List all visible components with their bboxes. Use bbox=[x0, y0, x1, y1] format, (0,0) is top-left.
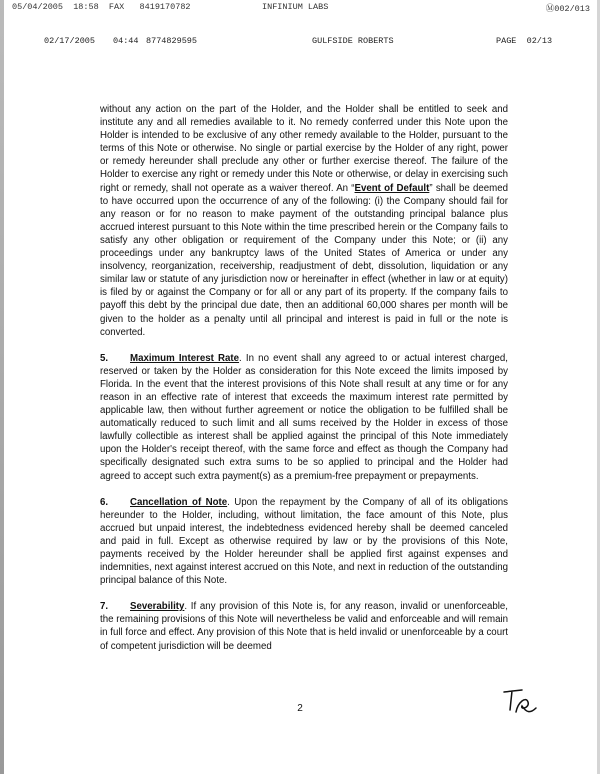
handwritten-initials bbox=[500, 684, 540, 720]
fax-transmission-header bbox=[0, 0, 600, 14]
fax-page-counter: Ⓜ002/013 bbox=[545, 4, 590, 14]
intro-paragraph bbox=[100, 103, 508, 339]
section-number: 7. bbox=[100, 601, 109, 613]
section-number: 5. bbox=[100, 352, 109, 364]
sub-header-sender: GULFSIDE ROBERTS bbox=[312, 36, 394, 46]
section-text: . Upon the repayment by the Company of all of its obligations hereunder to the Holder, including, without limitation, the face amount of this Note, plus accrued but unpaid interest, the indebtedness evidenced hereby shall be deemed canceled and paid in full. Except as otherwise required by law or by the provisions of this Note, payments received by the Holder hereunder shall be applied first against expenses and indemnities, next against interest accrued on this Note, and next in reduction of the outstanding principal balance of this Note. bbox=[100, 496, 508, 587]
intro-text-before: without any action on the part of the Holder, and the Holder shall be entitled to seek and institute any and all remedies available to it. No remedy conferred under this Note upon the Holder is intended to be exclusive of any other remedy available to the Holder, pursuant to the terms of this Note or otherwise. No single or partial exercise by the Holder of any right, power or remedy hereunder shall preclude any other or further exercise thereof. The failure of the Holder to exercise any right or remedy under this Note or otherwise, or delay in exercising such right or remedy, shall not operate as a waiver thereof. An “ bbox=[100, 104, 508, 194]
scan-left-edge bbox=[0, 0, 4, 774]
section-text: . If any provision of this Note is, for any reason, invalid or unenforceable, the remaining provisions of this Note will nevertheless be valid and enforceable and will remain in full force and effect. Any provision of this Note that is held invalid or unenforceable by a court of competent jurisdiction will be deemed bbox=[100, 601, 508, 652]
event-of-default-term: Event of Default bbox=[354, 182, 430, 194]
intro-text-after: ” shall be deemed to have occurred upon the occurrence of any of the following: (i) the Company should fail for any reason or for no reason to make payment of the outstanding principal balance plus accrued interest pursuant to this Note within the time prescribed herein or the Company fails to satisfy any other obligation or requirement of the Company under this Note; or (ii) any proceedings under any bankruptcy laws of the United States of America or under any insolvency, reorganization, receivership, readjustment of debt, dissolution, liquidation or any similar law or statute of any jurisdiction now or hereinafter in effect (whether in law or at equity) is filed by or against the Company or for all or any part of its property. If the company fails to payoff this debt by the principal due date, then an additional 60,000 shares per month will be given to the holder as a penalty until all principal and interest is paid in full or the note is converted. bbox=[100, 182, 508, 338]
section-5-paragraph bbox=[100, 352, 508, 483]
sub-header-time: 04:44 bbox=[113, 36, 139, 46]
section-6-paragraph bbox=[100, 496, 508, 588]
sub-header-page: PAGE 02/13 bbox=[496, 36, 553, 46]
section-title: Cancellation of Note bbox=[130, 496, 228, 508]
page-number: 2 bbox=[297, 703, 303, 714]
document-body bbox=[100, 103, 508, 666]
fax-organization: INFINIUM LABS bbox=[262, 2, 329, 12]
secondary-fax-header bbox=[0, 36, 600, 50]
section-title: Maximum Interest Rate bbox=[130, 352, 240, 364]
sub-header-date: 02/17/2005 bbox=[44, 36, 96, 46]
section-text: . In no event shall any agreed to or actual interest charged, reserved or taken by the Holder as consideration for this Note exceed the limits imposed by Florida. In the event that the interest provisions of this Note shall result at any time or for any reason in an effective rate of interest that exceeds the maximum interest rate permitted by applicable law, then without further agreement or notice the obligation to be fulfilled shall be automatically reduced to such limit and all sums received by the Holder in excess of those lawfully collectible as interest shall be applied against the principal of this Note immediately upon the Holder's receipt thereof, with the same force and effect as though the Company had specifically designated such extra sums to be so applied to principal and the Holder had agreed to accept such extra payment(s) as a premium-free prepayment or prepayments. bbox=[100, 352, 508, 482]
section-number: 6. bbox=[100, 496, 109, 508]
sub-header-phone: 8774829595 bbox=[146, 36, 198, 46]
fax-datetime-line: 05/04/2005 18:58 FAX 8419170782 bbox=[12, 2, 191, 12]
section-title: Severability bbox=[130, 601, 185, 613]
section-7-paragraph bbox=[100, 600, 508, 652]
